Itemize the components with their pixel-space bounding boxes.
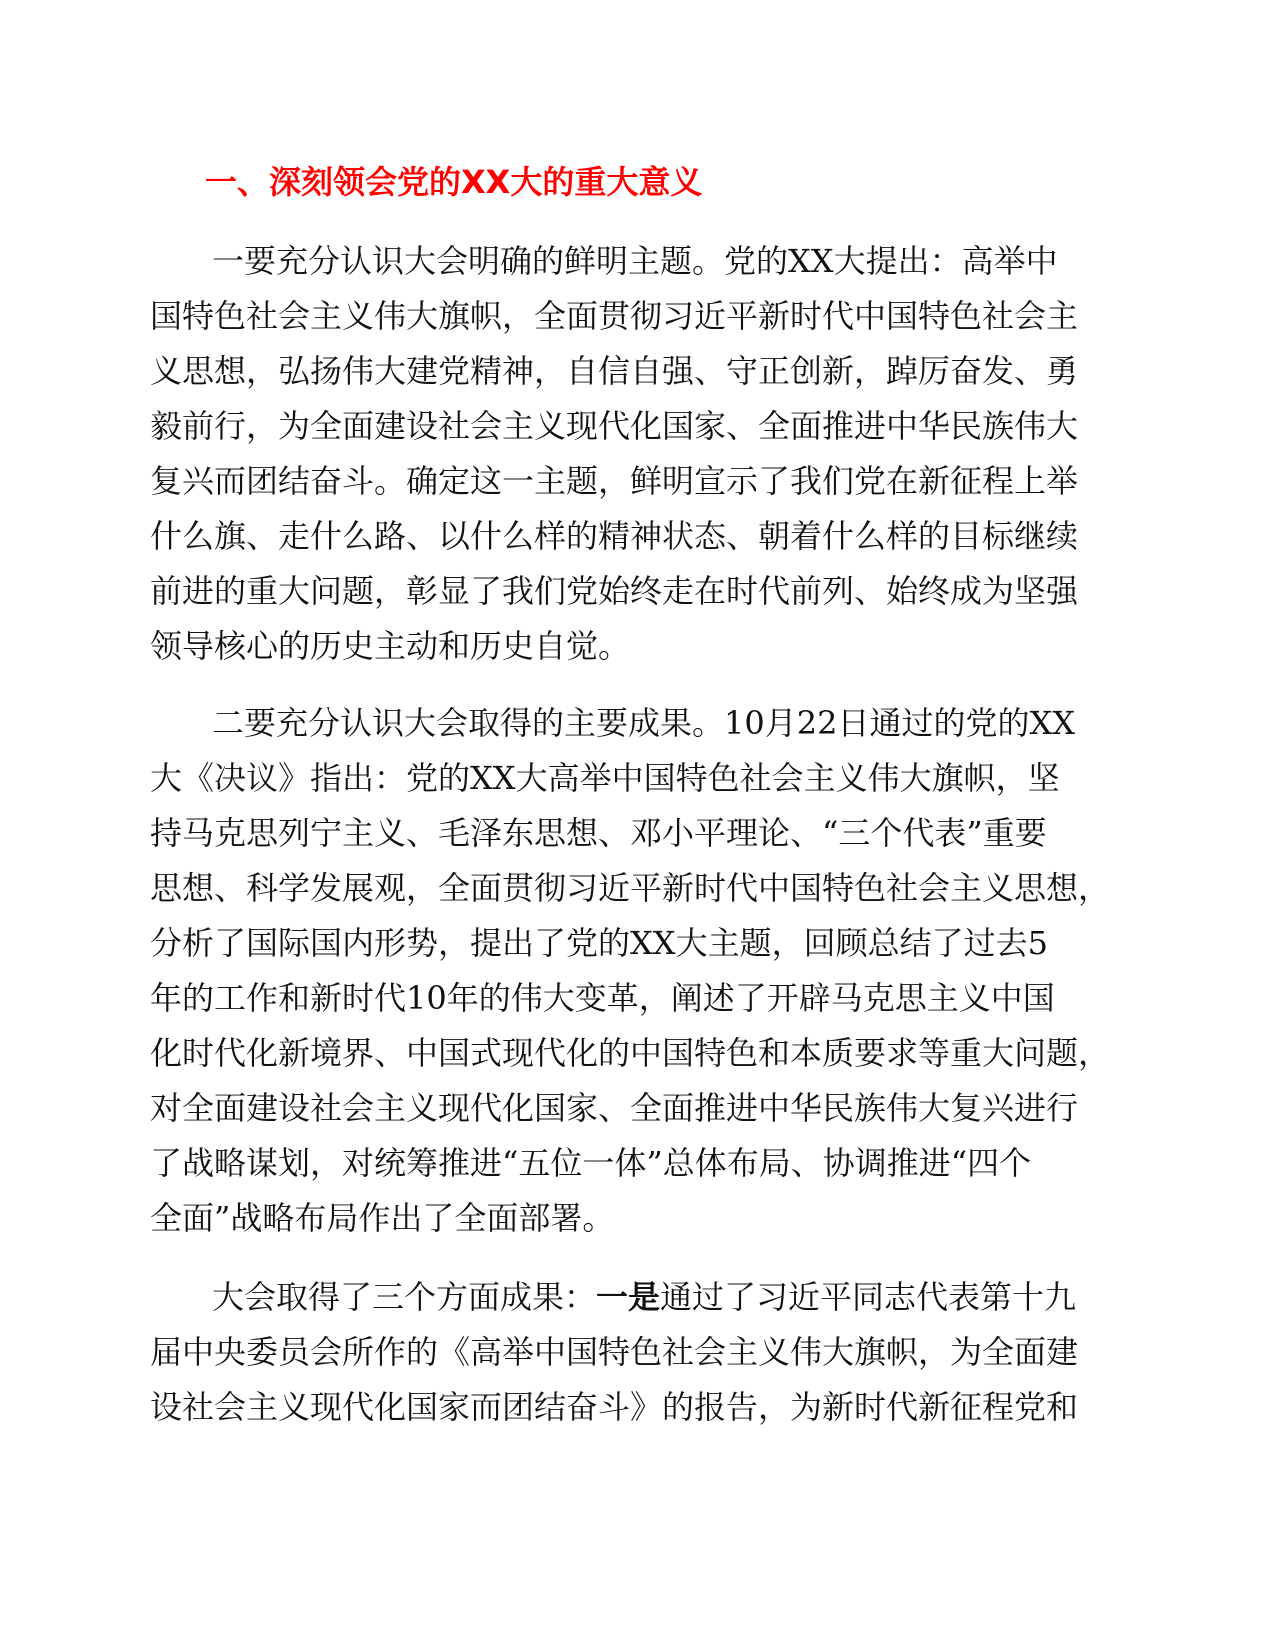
text-line: 持马克思列宁主义、毛泽东思想、邓小平理论、“三个代表”重要 xyxy=(150,814,1047,852)
paragraph-three-outcomes xyxy=(150,1270,1090,1435)
text-line: 一要充分认识大会明确的鲜明主题。党的XX大提出：高举中 xyxy=(212,242,1058,280)
text-line: 了战略谋划，对统筹推进“五位一体”总体布局、协调推进“四个 xyxy=(150,1144,1032,1182)
text-line: 毅前行，为全面建设社会主义现代化国家、全面推进中华民族伟大 xyxy=(150,407,1079,445)
text-line: 领导核心的历史主动和历史自觉。 xyxy=(150,627,631,665)
text-line: 大《决议》指出：党的XX大高举中国特色社会主义伟大旗帜，坚 xyxy=(150,759,1060,797)
text-line: 届中央委员会所作的《高举中国特色社会主义伟大旗帜，为全面建 xyxy=(150,1333,1079,1371)
text-line: 前进的重大问题，彰显了我们党始终走在时代前列、始终成为坚强 xyxy=(150,572,1079,610)
text-line: 国特色社会主义伟大旗帜，全面贯彻习近平新时代中国特色社会主 xyxy=(150,297,1079,335)
text-line: 二要充分认识大会取得的主要成果。10月22日通过的党的XX xyxy=(212,704,1076,742)
text-line: 义思想，弘扬伟大建党精神，自信自强、守正创新，踔厉奋发、勇 xyxy=(150,352,1079,390)
text-line: 什么旗、走什么路、以什么样的精神状态、朝着什么样的目标继续 xyxy=(150,517,1079,555)
paragraph-theme xyxy=(150,234,1090,674)
text-line: 设社会主义现代化国家而团结奋斗》的报告，为新时代新征程党和 xyxy=(150,1388,1079,1426)
line-suffix: 通过了习近平同志代表第十九 xyxy=(660,1278,1077,1316)
text-line: 分析了国际国内形势，提出了党的XX大主题，回顾总结了过去5 xyxy=(150,924,1048,962)
text-line: 年的工作和新时代10年的伟大变革，阐述了开辟马克思主义中国 xyxy=(150,979,1055,1017)
text-line: 化时代化新境界、中国式现代化的中国特色和本质要求等重大问题， xyxy=(150,1034,1111,1072)
text-line: 思想、科学发展观，全面贯彻习近平新时代中国特色社会主义思想， xyxy=(150,869,1111,907)
text-line: 全面”战略布局作出了全面部署。 xyxy=(150,1199,615,1237)
section-heading: 一、深刻领会党的XX大的重大意义 xyxy=(205,163,703,201)
line-prefix: 大会取得了三个方面成果： xyxy=(212,1278,597,1316)
paragraph-achievements xyxy=(150,696,1111,1246)
emphasis-first: 一是 xyxy=(596,1278,661,1316)
text-line: 对全面建设社会主义现代化国家、全面推进中华民族伟大复兴进行 xyxy=(150,1089,1079,1127)
text-line xyxy=(150,1270,1090,1325)
text-line: 复兴而团结奋斗。确定这一主题，鲜明宣示了我们党在新征程上举 xyxy=(150,462,1079,500)
